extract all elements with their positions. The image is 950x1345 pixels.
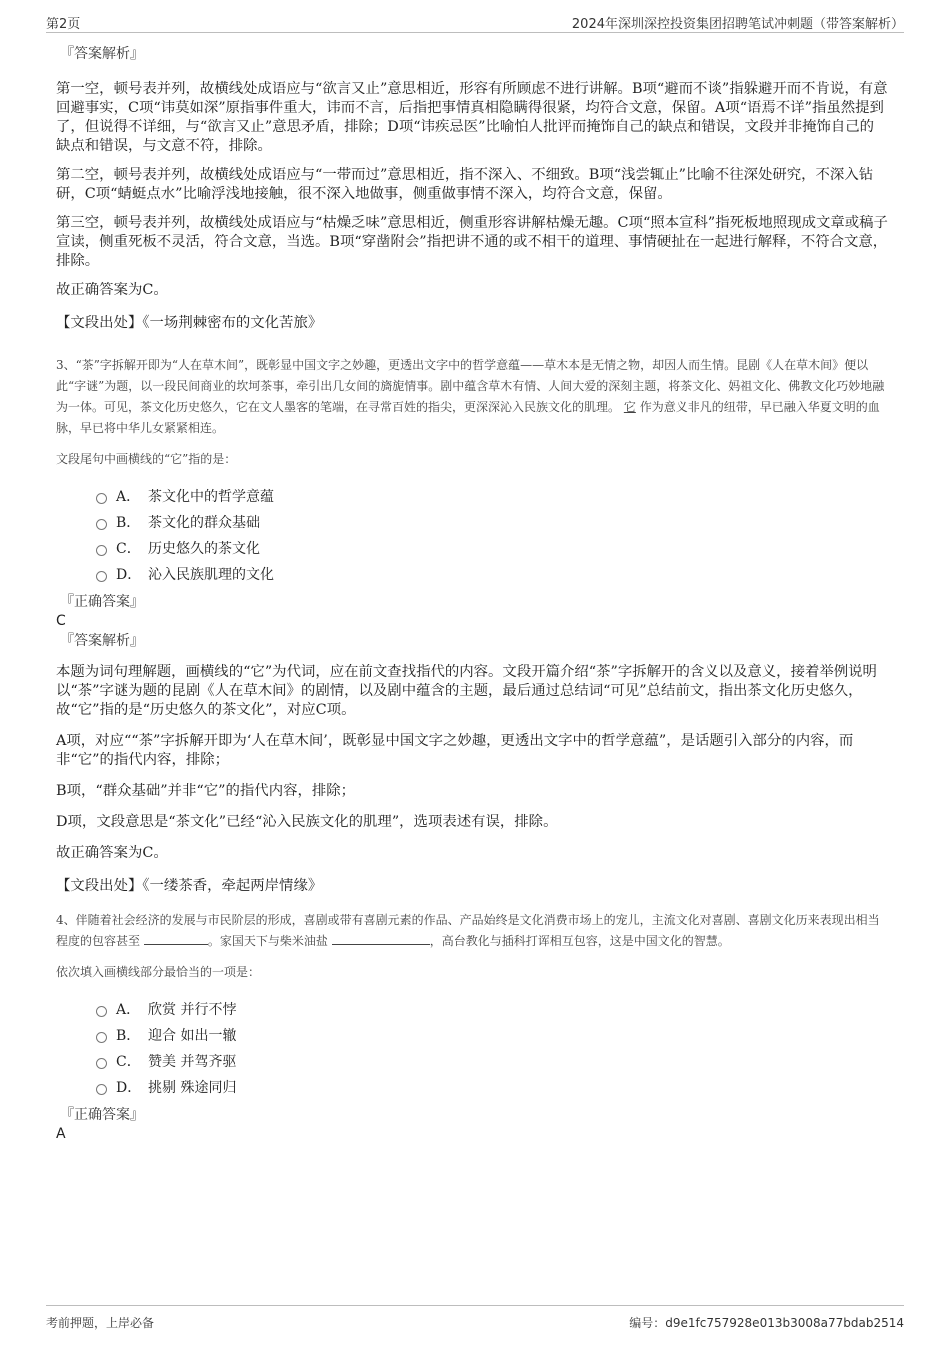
q3-conclusion: 故正确答案为C。 bbox=[56, 845, 168, 861]
radio-icon[interactable] bbox=[96, 545, 107, 556]
q3-option-a[interactable]: A． 茶文化中的哲学意蕴 bbox=[56, 484, 888, 510]
q3-options bbox=[56, 484, 888, 588]
radio-icon[interactable] bbox=[96, 1032, 107, 1043]
document-title: 2024年深圳深控投资集团招聘笔试冲刺题（带答案解析） bbox=[571, 17, 904, 32]
q3-question: 文段尾句中画横线的“它”指的是： bbox=[56, 452, 237, 466]
q2-analysis-paragraph: 第一空，顿号表并列，故横线处成语应与“欲言又止”意思相近，形容有所顾虑不进行讲解。B项“避而不谈”指躲避开而不肯说，有意回避事实，C项“讳莫如深”原指事件重大，讳而不言，后指把事情真相隐瞒得很紧，均符合文意，保留。A项“语焉不详”指虽然提到了，但说得不详细，与“欲言又止”意思矛盾，排除；D项“讳疾忌医”比喻怕人批评而掩饰自己的缺点和错误，文段并非掩饰自己的缺点和错误，与文意不符，排除。 bbox=[56, 81, 888, 154]
q3-option-c[interactable]: C． 历史悠久的茶文化 bbox=[56, 536, 888, 562]
footer-slogan: 考前押题，上岸必备 bbox=[46, 1316, 155, 1330]
page-footer bbox=[46, 1305, 904, 1330]
q2-analysis-paragraph: 第三空，顿号表并列，故横线处成语应与“枯燥乏味”意思相近，侧重形容讲解枯燥无趣。C项“照本宣科”指死板地照现成文章或稿子宣读，侧重死板不灵活，符合文意，当选。B项“穿凿附会”指把讲不通的或不相干的道理、事情硬扯在一起进行解释，不符合文意，排除。 bbox=[56, 215, 888, 269]
q3-source-line: 【文段出处】《一缕茶香，牵起两岸情缘》 bbox=[56, 878, 323, 894]
q3-option-d[interactable]: D． 沁入民族肌理的文化 bbox=[56, 562, 888, 588]
q4-option-a[interactable]: A． 欣赏 并行不悖 bbox=[56, 997, 888, 1023]
q4-option-b[interactable]: B． 迎合 如出一辙 bbox=[56, 1023, 888, 1049]
q3-underlined-word: 它 bbox=[623, 400, 636, 414]
radio-icon[interactable] bbox=[96, 493, 107, 504]
radio-icon[interactable] bbox=[96, 1058, 107, 1069]
q3-analysis-paragraph: 本题为词句理解题，画横线的“它”为代词，应在前文查找指代的内容。文段开篇介绍“茶”字拆解开的含义以及意义，接着举例说明以“茶”字谜为题的昆剧《人在草木间》的剧情，以及剧中蕴含的主题，最后通过总结词“可见”总结前文，指出茶文化历史悠久，故“它”指的是“历史悠久的茶文化”，对应C项。 bbox=[56, 664, 877, 718]
q4-option-c[interactable]: C． 赞美 并驾齐驱 bbox=[56, 1049, 888, 1075]
q4-option-d[interactable]: D． 挑剔 殊途同归 bbox=[56, 1075, 888, 1101]
q3-correct-answer: C bbox=[56, 613, 66, 629]
q3-stem: 3、“茶”字拆解开即为“人在草木间”，既彰显中国文字之妙趣，更透出文字中的哲学意蕴——草木本是无情之物，却因人而生情。昆剧《人在草木间》便以此“字谜”为题，以一段民间商业的坎坷茶事，牵引出几女间的旖旎情事。剧中蕴含草木有情、人间大爱的深刻主题，将茶文化、妈祖文化、佛教文化巧妙地融为一体。可见，茶文化历史悠久，它在文人墨客的笔端，在寻常百姓的指尖，更深深沁入民族文化的肌理。 它 作为意义非凡的纽带，早已融入华夏文明的血脉，早已将中华儿女紧紧相连。 bbox=[56, 358, 885, 435]
q4-stem: 4、伴随着社会经济的发展与市民阶层的形成，喜剧或带有喜剧元素的作品、产品始终是文化消费市场上的宠儿，主流文化对喜剧、喜剧文化历来表现出相当程度的包容甚至 。家国天下与柴米油盐 ，高台教化与插科打诨相互包容，这是中国文化的智慧。 bbox=[56, 913, 880, 948]
q3-correct-label: 『正确答案』 bbox=[60, 594, 144, 610]
radio-icon[interactable] bbox=[96, 519, 107, 530]
q4-options bbox=[56, 997, 888, 1101]
q3-option-b[interactable]: B． 茶文化的群众基础 bbox=[56, 510, 888, 536]
document-code: d9e1fc757928e013b3008a77bdab2514 bbox=[665, 1316, 904, 1330]
page-number: 第2页 bbox=[46, 17, 81, 32]
radio-icon[interactable] bbox=[96, 1084, 107, 1095]
q3-analysis-paragraph: B项，“群众基础”并非“它”的指代内容，排除； bbox=[56, 783, 356, 799]
page-content bbox=[56, 44, 888, 1144]
q3-analysis-label: 『答案解析』 bbox=[60, 633, 144, 649]
q2-analysis-paragraph: 第二空，顿号表并列，故横线处成语应与“一带而过”意思相近，指不深入、不细致。B项“浅尝辄止”比喻不往深处研究，不深入钻研，C项“蜻蜓点水”比喻浮浅地接触，很不深入地做事，侧重做事情不深入，均符合文意，保留。 bbox=[56, 167, 874, 202]
footer-code: 编号：d9e1fc757928e013b3008a77bdab2514 bbox=[629, 1316, 904, 1330]
q4-blank-2 bbox=[332, 932, 430, 945]
radio-icon[interactable] bbox=[96, 1006, 107, 1017]
q3-analysis-paragraph: D项，文段意思是“茶文化”已经“沁入民族文化的肌理”，选项表述有误，排除。 bbox=[56, 814, 558, 830]
q2-analysis-label: 『答案解析』 bbox=[60, 46, 144, 62]
radio-icon[interactable] bbox=[96, 571, 107, 582]
q4-correct-answer: A bbox=[56, 1126, 66, 1142]
q4-question: 依次填入画横线部分最恰当的一项是： bbox=[56, 965, 261, 979]
q4-correct-label: 『正确答案』 bbox=[60, 1107, 144, 1123]
q4-blank-1 bbox=[144, 932, 208, 945]
q2-conclusion: 故正确答案为C。 bbox=[56, 282, 168, 298]
q2-source-line: 【文段出处】《一场荆棘密布的文化苦旅》 bbox=[56, 315, 323, 331]
q3-analysis-paragraph: A项，对应““茶”字拆解开即为‘人在草木间’，既彰显中国文字之妙趣，更透出文字中的哲学意蕴”，是话题引入部分的内容，而非“它”的指代内容，排除； bbox=[56, 733, 854, 768]
page-header bbox=[46, 12, 904, 33]
